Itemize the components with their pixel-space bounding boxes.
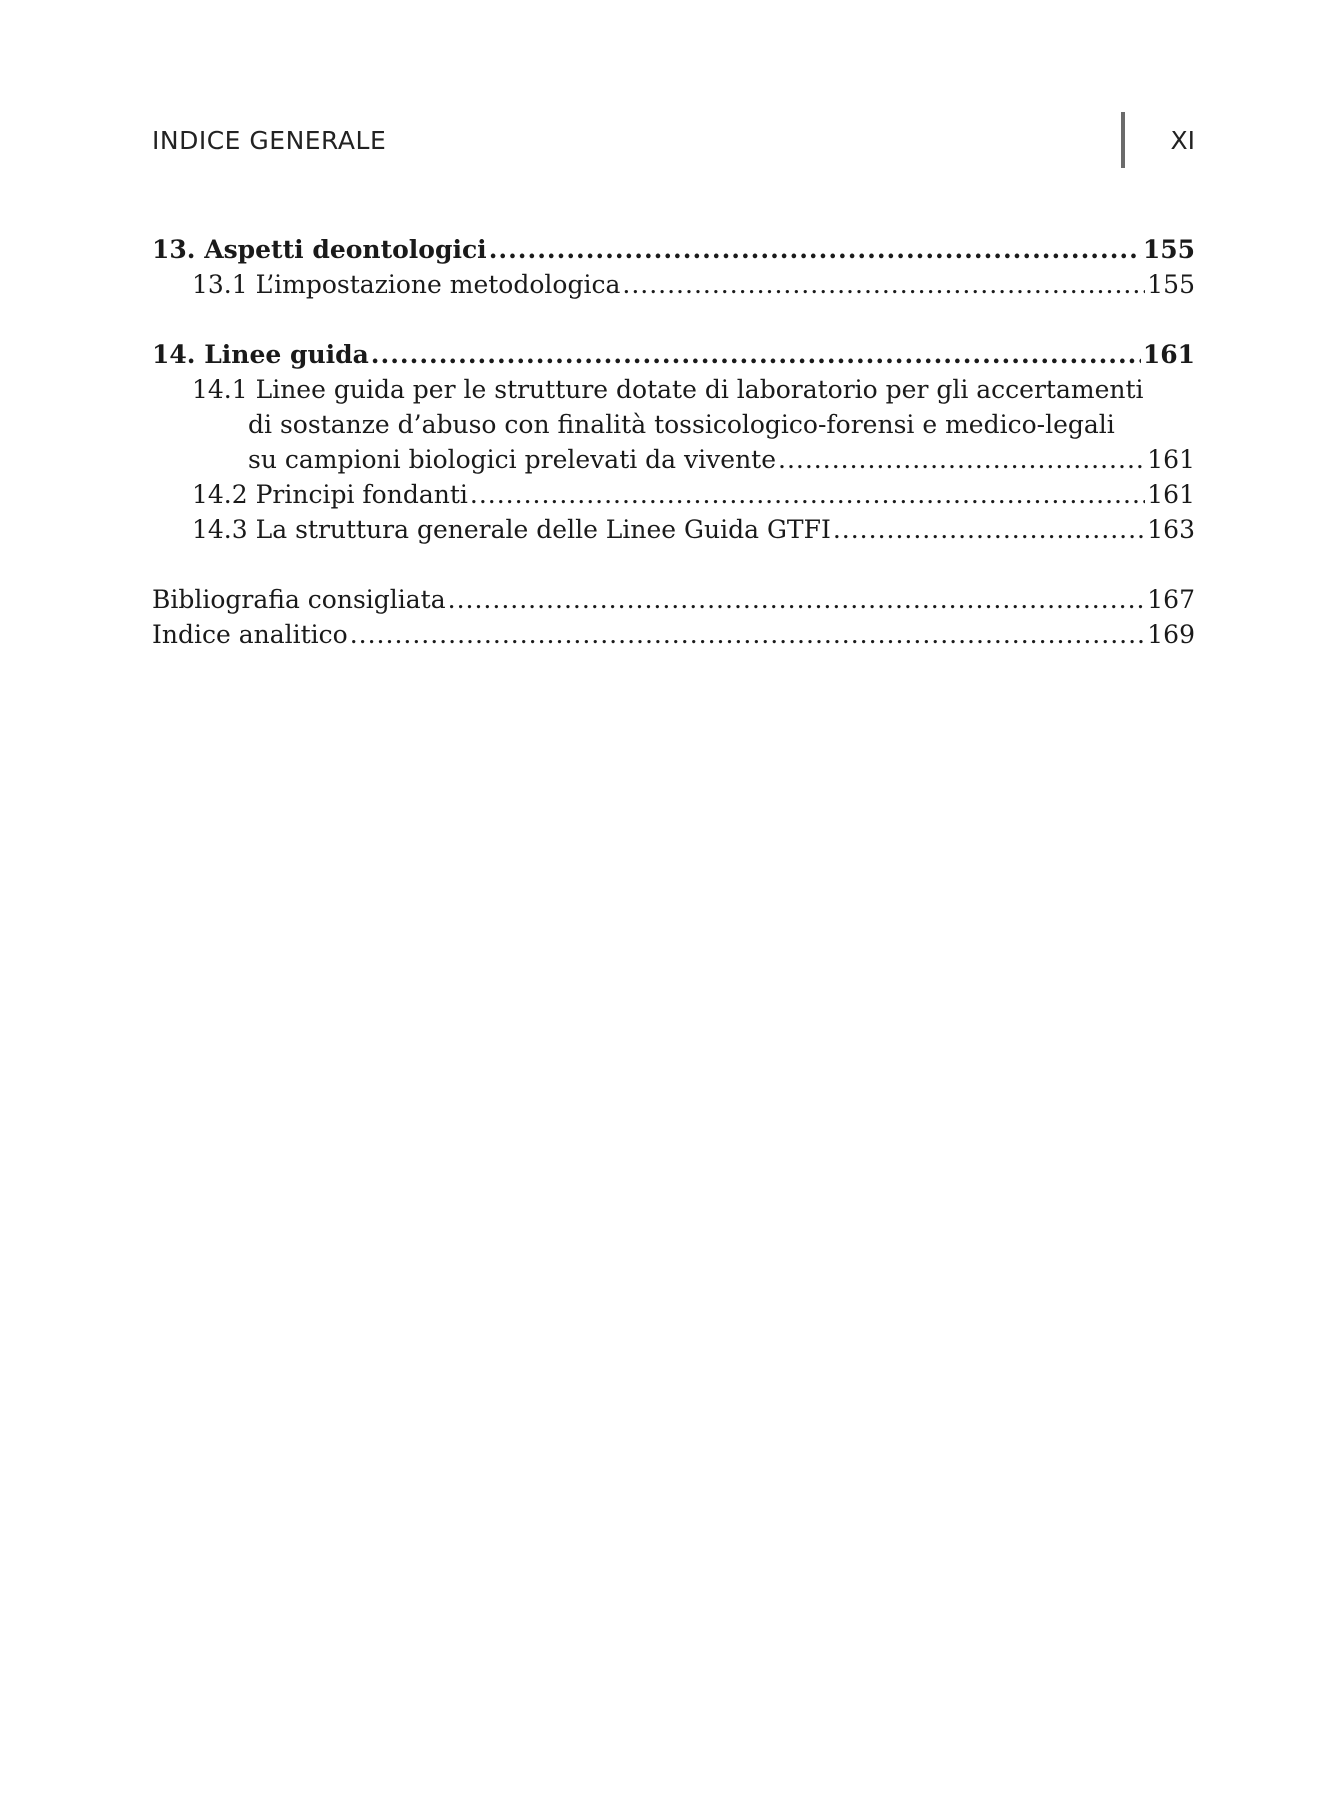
page-header <box>152 112 1195 172</box>
toc-entry-title: Bibliografia consigliata <box>152 585 446 614</box>
toc-entry-bibliography[interactable] <box>152 582 1195 617</box>
toc-entry-section[interactable] <box>152 477 1195 512</box>
toc-entry-title: 13.1 L’impostazione metodologica <box>192 270 621 299</box>
toc-entry-page: 155 <box>1147 270 1195 299</box>
dot-leader <box>778 442 1145 477</box>
dot-leader <box>350 617 1146 652</box>
dot-leader <box>448 582 1146 617</box>
header-divider <box>1121 112 1125 168</box>
appendix-entries <box>152 582 1195 652</box>
dot-leader <box>622 267 1145 302</box>
toc-entry-page: 167 <box>1147 585 1195 614</box>
toc-entry-title: 14.2 Principi fondanti <box>192 480 468 509</box>
toc-entry-chapter[interactable] <box>152 232 1195 267</box>
toc-entry-title-line: 14.1 Linee guida per le strutture dotate di laboratorio per gli accertamenti <box>192 375 1144 404</box>
toc-entry-index[interactable] <box>152 617 1195 652</box>
page-number: XI <box>1170 126 1195 155</box>
dot-leader <box>489 232 1141 267</box>
toc-entry-page: 161 <box>1147 445 1195 474</box>
toc-entry-title: 14. Linee guida <box>152 340 369 369</box>
chapter-13 <box>152 232 1195 302</box>
toc-entry-chapter[interactable] <box>152 337 1195 372</box>
toc-entry-title-line: su campioni biologici prelevati da vivente <box>248 445 777 474</box>
toc-entry-title: 13. Aspetti deontologici <box>152 235 487 264</box>
toc-entry-section-last-line[interactable] <box>152 442 1195 477</box>
toc-entry-section[interactable] <box>152 267 1195 302</box>
chapter-14 <box>152 337 1195 547</box>
toc-entry-page: 161 <box>1142 340 1195 369</box>
toc-entry-page: 163 <box>1147 515 1195 544</box>
table-of-contents <box>152 232 1195 687</box>
toc-entry-title-line: di sostanze d’abuso con finalità tossicologico-forensi e medico-legali <box>248 410 1115 439</box>
toc-entry-section[interactable] <box>152 512 1195 547</box>
toc-entry-section-multiline[interactable] <box>152 372 1195 442</box>
toc-entry-title: 14.3 La struttura generale delle Linee Guida GTFI <box>192 515 831 544</box>
dot-leader <box>833 512 1145 547</box>
toc-entry-page: 155 <box>1142 235 1195 264</box>
dot-leader <box>371 337 1141 372</box>
toc-entry-title: Indice analitico <box>152 620 348 649</box>
dot-leader <box>470 477 1145 512</box>
running-header-title: INDICE GENERALE <box>152 126 387 155</box>
toc-entry-page: 161 <box>1147 480 1195 509</box>
toc-entry-page: 169 <box>1147 620 1195 649</box>
